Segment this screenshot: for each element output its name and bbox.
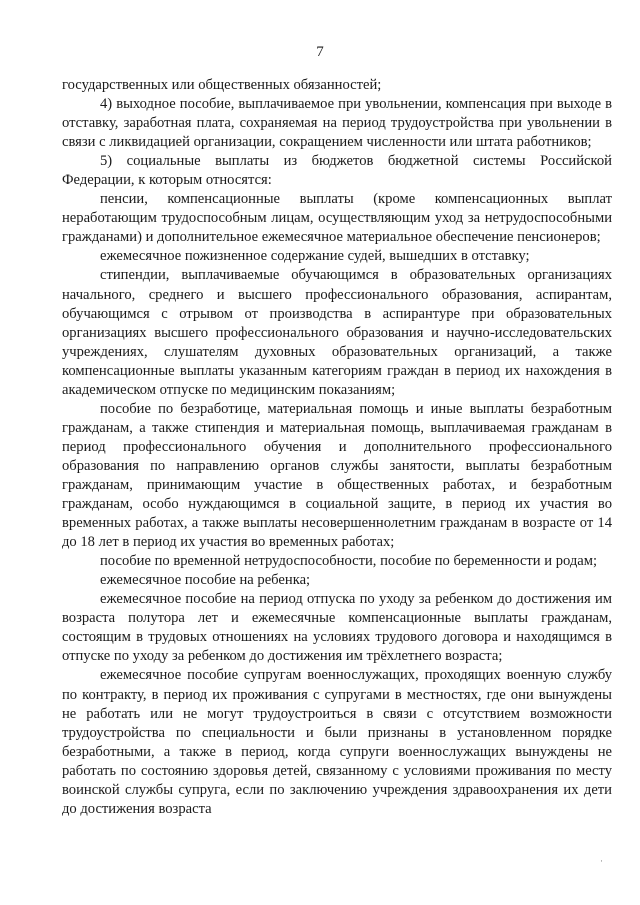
paragraph-stipends: стипендии, выплачиваемые обучающимся в образовательных организациях начального, среднего и высшего профессионального образования, аспирантам, обучающимся с отрывом от производства в аспирантуре при образовательных организациях высшего профессионального образования и научно-исследовательских учреждениях, слушателям духовных образовательных организаций, а также компенсационные выплаты указанным категориям граждан в период их нахождения в академическом отпуске по медицинским показаниям; <box>62 267 612 398</box>
paragraph-unemployment: пособие по безработице, материальная помощь и иные выплаты безработным гражданам, а также стипендия и материальная помощь, выплачиваемая гражданам в период профессионального обучения и дополнительного профессионального образования по направлению органов службы занятости, выплаты безработным гражданам, принимающим участие в общественных работах, и безработным гражданам, особо нуждающимся в социальной защите, в период их участия во временных работах, а также выплаты несовершеннолетним гражданам в возрасте от 14 до 18 лет в период их участия во временных работах; <box>62 400 612 551</box>
scan-speck: · <box>600 856 603 866</box>
paragraph-item-4: 4) выходное пособие, выплачиваемое при увольнении, компенсация при выходе в отставку, заработная плата, сохраняемая на период трудоустройства при увольнении в связи с ликвидацией организации, сокращением численности или штата работников; <box>62 96 612 151</box>
paragraph-judges: ежемесячное пожизненное содержание судей, вышедших в отставку; <box>100 248 530 265</box>
paragraph-item-5: 5) социальные выплаты из бюджетов бюджетной системы Российской Федерации, к которым относятся: <box>62 153 612 189</box>
paragraph-child-benefit: ежемесячное пособие на ребенка; <box>100 572 311 589</box>
paragraph-sick-leave: пособие по временной нетрудоспособности, пособие по беременности и родам; <box>100 553 598 570</box>
paragraph-pensions: пенсии, компенсационные выплаты (кроме компенсационных выплат неработающим трудоспособным лицам, осуществляющим уход за нетрудоспособными гражданами) и дополнительное ежемесячное материальное обеспечение пенсионеров; <box>62 191 612 246</box>
body-text <box>62 76 612 819</box>
paragraph-childcare-leave: ежемесячное пособие на период отпуска по уходу за ребенком до достижения им возраста полутора лет и ежемесячные компенсационные выплаты гражданам, состоящим в трудовых отношениях на условиях трудового договора и находящимся в отпуске по уходу за ребенком до достижения им трёхлетнего возраста; <box>62 591 612 665</box>
paragraph-continuation: государственных или общественных обязанностей; <box>62 77 382 93</box>
page-number: 7 <box>316 44 324 60</box>
paragraph-military-spouses: ежемесячное пособие супругам военнослужащих, проходящих военную службу по контракту, в период их проживания с супругами в местностях, где они вынуждены не работать или не могут трудоустроиться в связи с отсутствием возможности трудоустройства по специальности и были признаны в установленном порядке безработными, а также в период, когда супруги военнослужащих вынуждены не работать по состоянию здоровья детей, связанному с условиями проживания по месту воинской службы супруга, если по заключению учреждения здравоохранения их дети до достижения возраста <box>62 667 612 817</box>
